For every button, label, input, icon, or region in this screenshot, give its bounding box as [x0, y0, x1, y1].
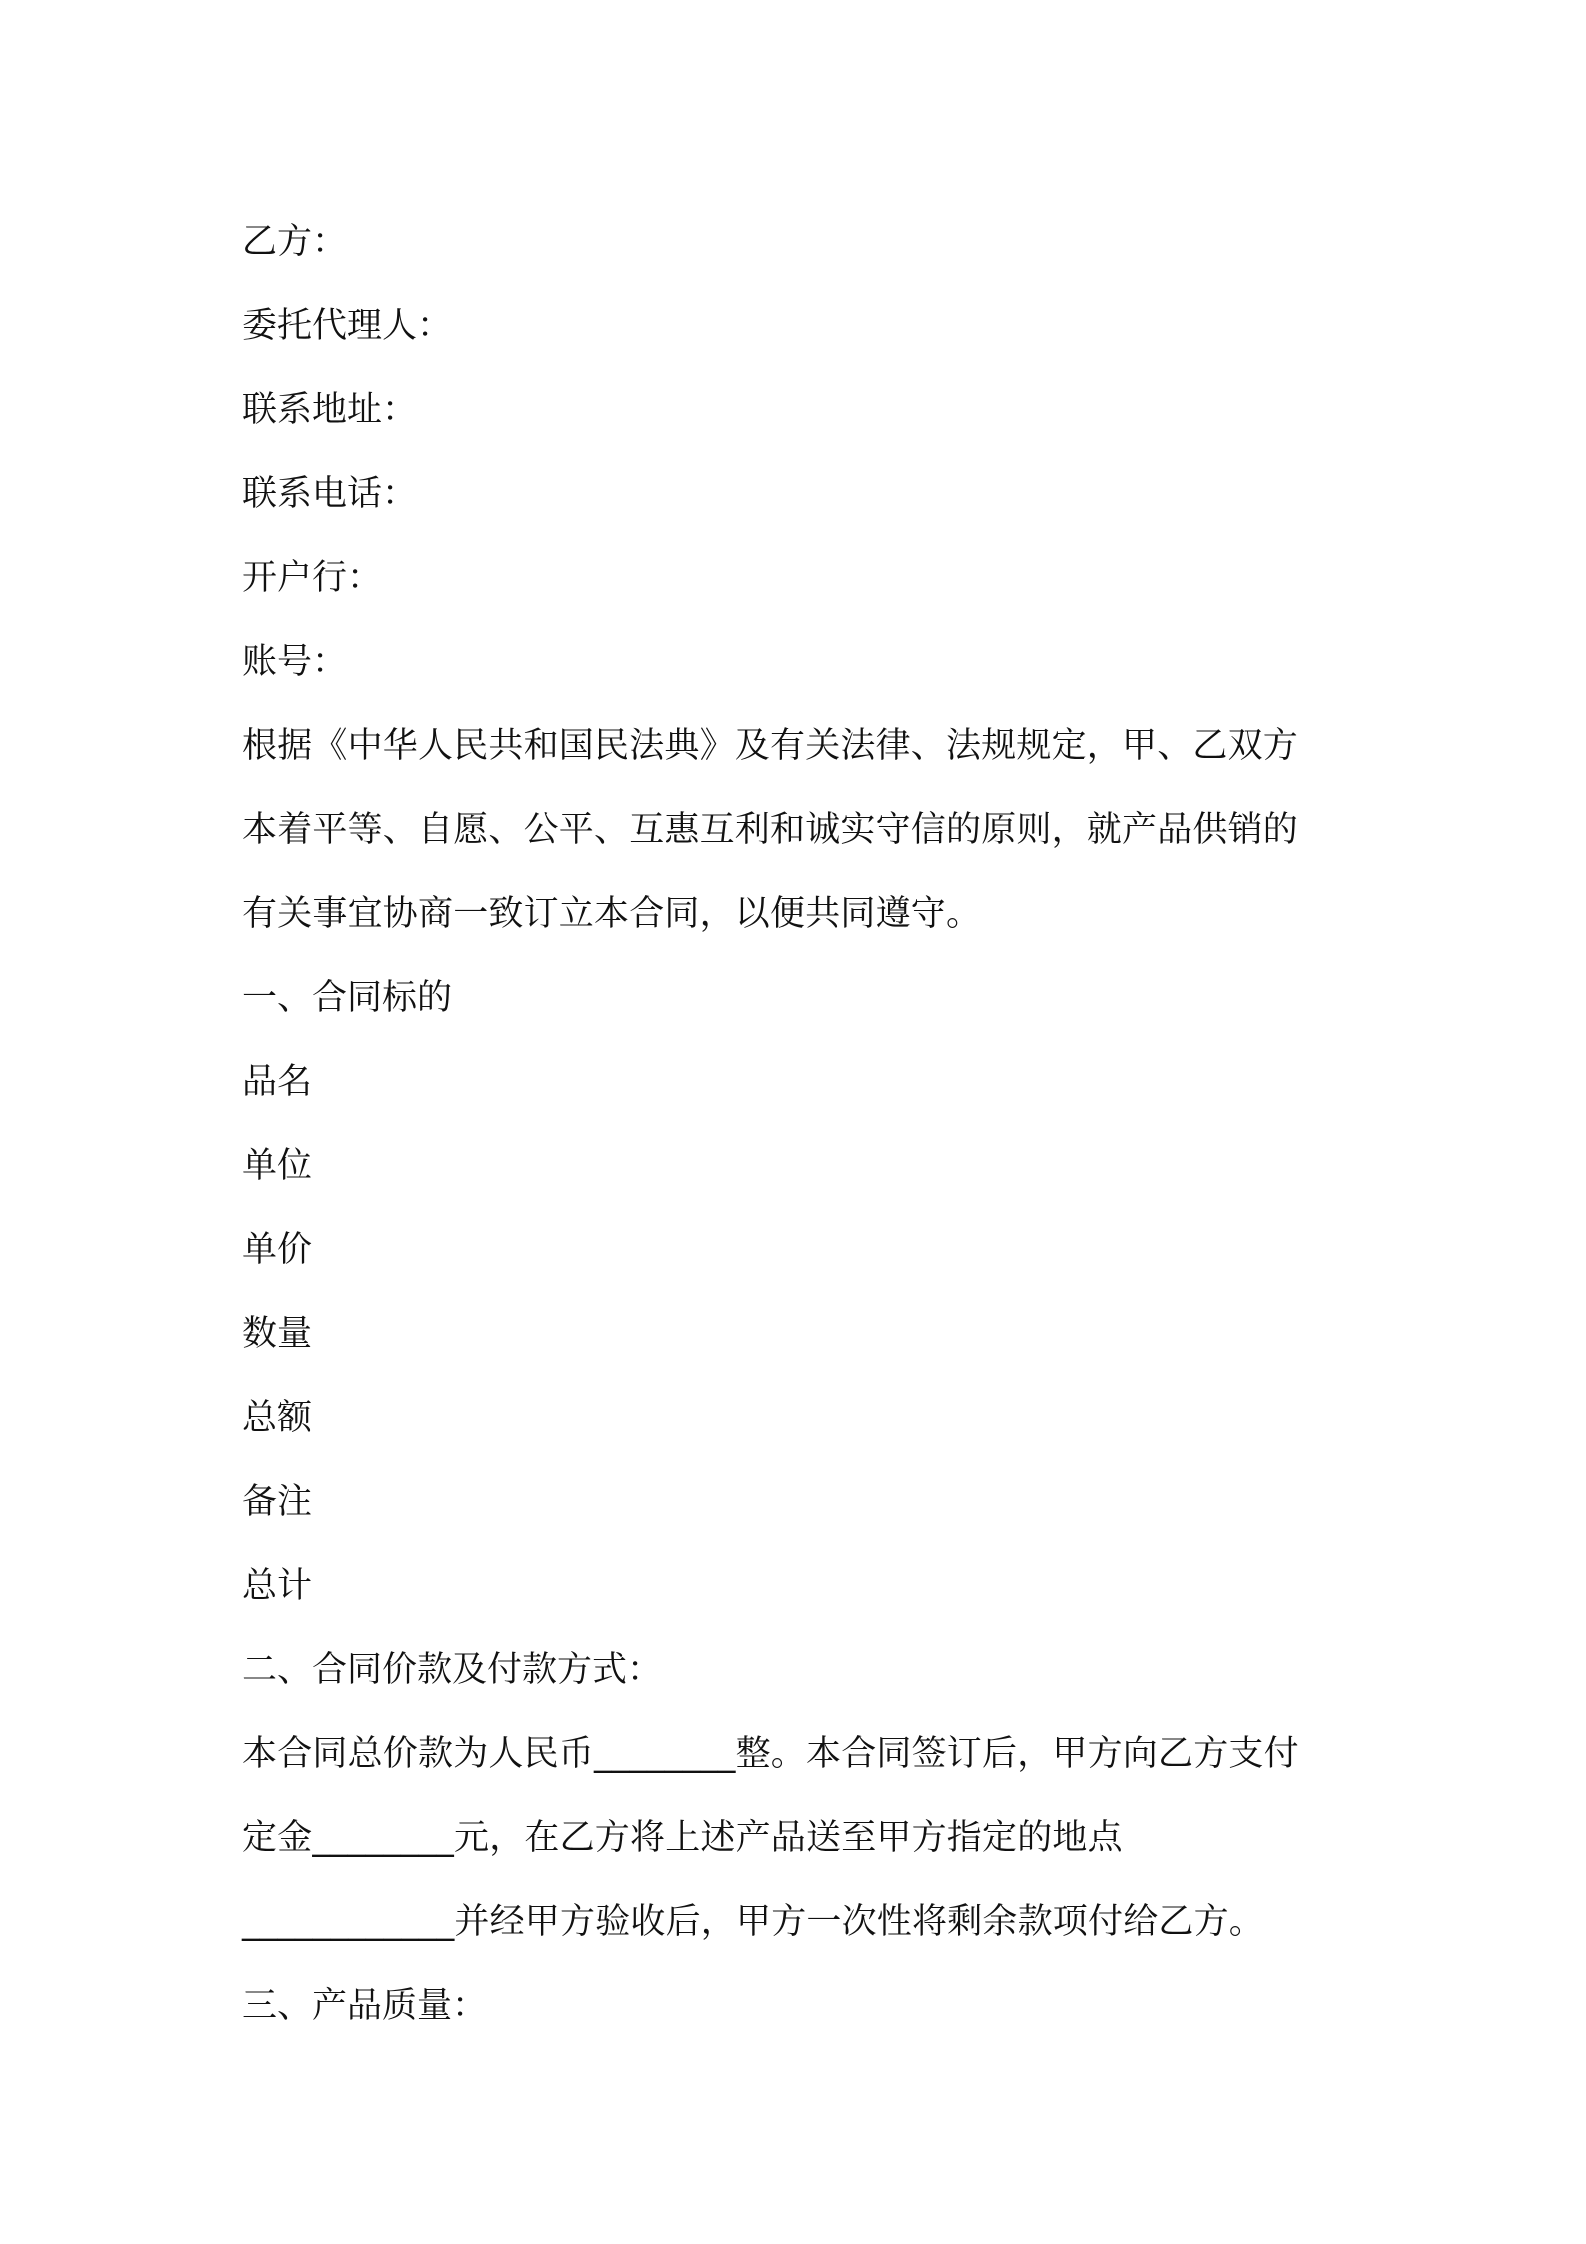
payment-line: 本合同总价款为人民币________整。本合同签订后，甲方向乙方支付 — [242, 1734, 1299, 1774]
item-quantity: 数量 — [242, 1314, 313, 1354]
preamble-line: 根据《中华人民共和国民法典》及有关法律、法规规定，甲、乙双方 — [242, 726, 1299, 766]
account-label: 账号： — [242, 642, 348, 682]
section1-heading: 一、合同标的 — [242, 978, 453, 1018]
section2-heading: 二、合同价款及付款方式： — [242, 1650, 663, 1690]
party-b-label: 乙方： — [242, 222, 348, 262]
document-body — [242, 200, 1362, 2048]
preamble-paragraph — [242, 704, 1362, 956]
item-amount: 总额 — [242, 1398, 313, 1438]
item-unit-price: 单价 — [242, 1230, 313, 1270]
item-name: 品名 — [242, 1062, 313, 1102]
item-unit: 单位 — [242, 1146, 313, 1186]
address-label: 联系地址： — [242, 390, 418, 430]
payment-paragraph — [242, 1712, 1362, 1964]
phone-label: 联系电话： — [242, 474, 418, 514]
payment-line: ____________并经甲方验收后，甲方一次性将剩余款项付给乙方。 — [242, 1902, 1265, 1942]
preamble-line: 有关事宜协商一致订立本合同，以便共同遵守。 — [242, 894, 982, 934]
bank-label: 开户行： — [242, 558, 383, 598]
item-remarks: 备注 — [242, 1482, 313, 1522]
payment-line: 定金________元，在乙方将上述产品送至甲方指定的地点 — [242, 1818, 1123, 1858]
agent-label: 委托代理人： — [242, 306, 453, 346]
preamble-line: 本着平等、自愿、公平、互惠互利和诚实守信的原则，就产品供销的 — [242, 810, 1299, 850]
item-total: 总计 — [242, 1566, 313, 1606]
section3-heading: 三、产品质量： — [242, 1986, 488, 2026]
